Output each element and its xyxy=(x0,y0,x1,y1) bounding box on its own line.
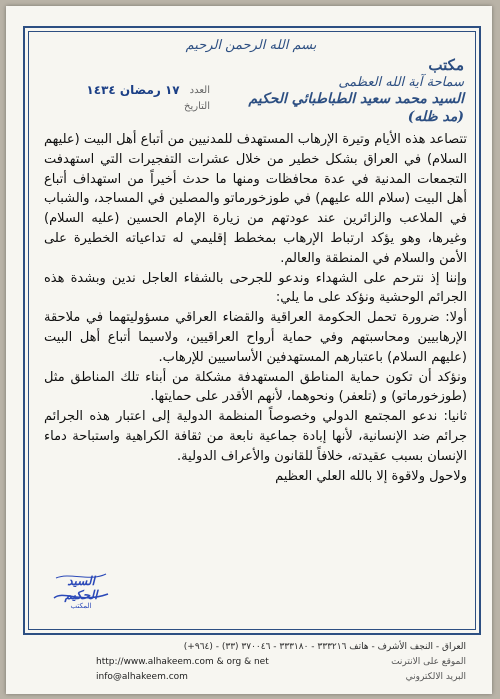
letter-page xyxy=(6,6,492,694)
date-row xyxy=(60,98,210,114)
paragraph-intro: تتصاعد هذه الأيام وتيرة الإرهاب المستهدف للمدنيين من أتباع أهل البيت (عليهم السلام) في العراق بشكل خطير من خلال عشرات التفجيرات التي استهدفت التجمعات المدنية في عدة محافظات ومنها ما حدث أخيراً من استهداف أتباع أهل البيت (سلام الله عليهم) في طوزخورماتو والمصلين في المساجد، والشباب في الملاعب والزائرين عند عودتهم من زيارة الإمام الحسين (عليه السلام) وغيرها، وهو يؤكد ارتباط الإرهاب بمخطط إقليمي له تداعياته الخطيرة على الأمن والسلام في المنطقة والعالم. xyxy=(44,132,467,266)
letter-footer xyxy=(46,642,466,687)
date-label: التاريخ xyxy=(184,100,210,112)
office-stamp xyxy=(50,568,112,610)
number-label: العدد xyxy=(189,84,210,96)
paragraph-first-point: أولا: ضرورة تحمل الحكومة العراقية والقضاء العراقي مسؤوليتهما في ملاحقة الإرهابيين ومحاسبتهم وفي حماية أرواح العراقيين، ولاسيما أتباع أهل البيت (عليهم السلام) باعتبارهم المستهدفين الأساسيين للإرهاب. xyxy=(44,310,467,365)
email-label: البريد الالكتروني xyxy=(405,672,466,682)
stamp-name: السيد الحكيم xyxy=(64,574,98,602)
reference-block xyxy=(60,82,210,114)
office-name: السيد محمد سعيد الطباطبائي الحكيم (مد ظله) xyxy=(248,91,464,125)
stamp-office: المكتب xyxy=(70,602,92,610)
paragraph-condolence: وإننا إذ نترحم على الشهداء وندعو للجرحى بالشفاء العاجل ندين وبشدة هذه الجرائم الوحشية ونؤكد على ما يلي: xyxy=(44,270,467,306)
office-letterhead xyxy=(244,56,464,126)
number-value: ١٧ رمضان ١٤٣٤ xyxy=(86,83,180,97)
paragraph-protection: ونؤكد أن تكون حماية المناطق المستهدفة مشكلة من أبناء تلك المناطق مثل (طوزخورماتو) و (تلعفر) ونحوهما، لأنهم الأقدر على حمايتها. xyxy=(44,369,467,405)
web-link[interactable]: http://www.alhakeem.com & org & net xyxy=(96,657,269,667)
footer-address: العراق - النجف الأشرف - هاتف ٣٣٣٢١٦ - ٣٣٣١٨٠ - ٣٧٠٠٤٦ (٣٣) - (٩٦٤+) xyxy=(183,642,466,652)
footer-web-row xyxy=(46,657,466,672)
footer-email-row xyxy=(46,672,466,687)
office-title: مكتب xyxy=(428,56,464,74)
office-subtitle: سماحة آية الله العظمى xyxy=(338,74,464,90)
letter-body xyxy=(44,130,467,486)
paragraph-closing: ولاحول ولاقوة إلا بالله العلي العظيم xyxy=(275,468,467,484)
number-row xyxy=(60,82,210,98)
basmala: بسم الله الرحمن الرحيم xyxy=(185,38,317,53)
email-link[interactable]: info@alhakeem.com xyxy=(96,672,188,682)
paragraph-second-point: ثانيا: ندعو المجتمع الدولي وخصوصاً المنظمة الدولية إلى اعتبار هذه الجرائم جرائم ضد الإنسانية، لأنها إبادة جماعية نابعة من ثقافة الكراهية واستباحة دماء الإنسان بسبب عقيدته، خلافاً للقانون والأعراف الدولية. xyxy=(44,409,467,464)
web-label: الموقع على الانترنت xyxy=(391,657,466,667)
